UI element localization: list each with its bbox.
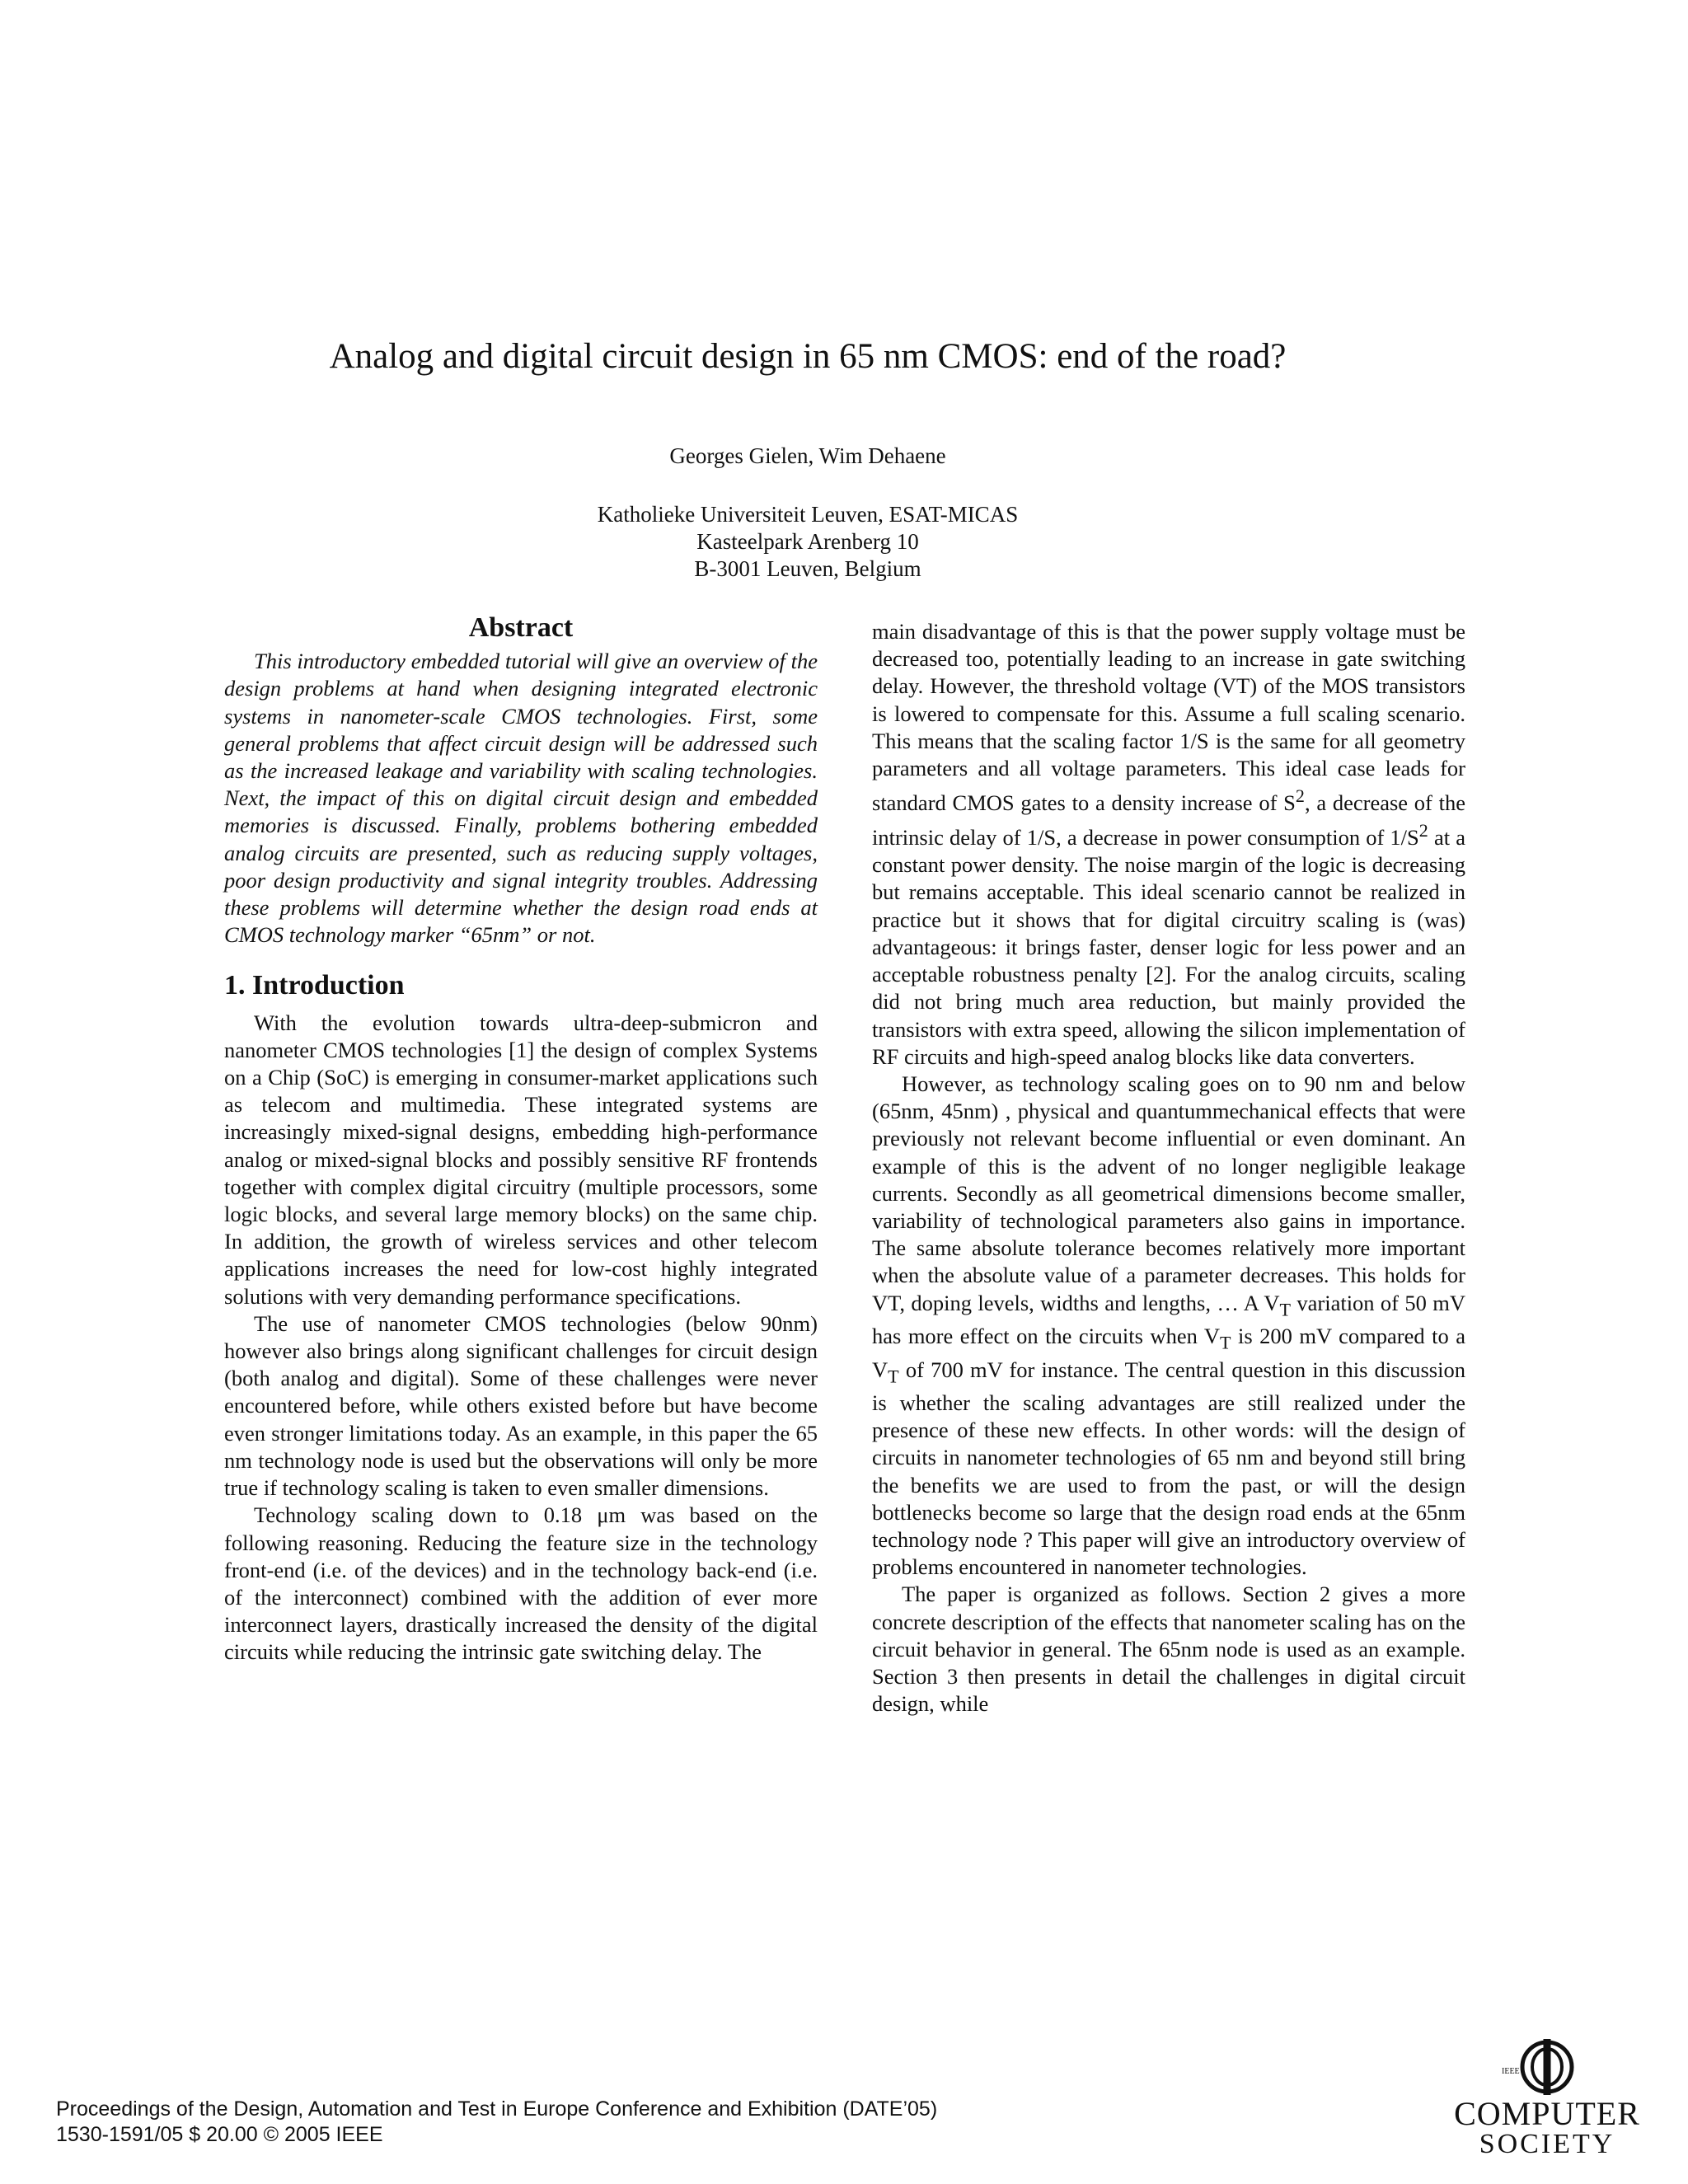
right-column: [872, 618, 1465, 1718]
affiliation-line-3: B-3001 Leuven, Belgium: [694, 556, 921, 581]
logo-society-text: SOCIETY: [1479, 2129, 1615, 2159]
right-paragraph-1: [872, 618, 1465, 1071]
text-span: , a decrease of the intrinsic delay of 1/S, a decrease in power consumption of 1/S: [872, 790, 1465, 851]
affiliation-line-2: Kasteelpark Arenberg 10: [696, 529, 919, 554]
subscript: T: [1219, 1332, 1231, 1353]
text-span: of 700 mV for instance. The central question in this discussion is whether the scaling advantages are still realized under the presence of these new effects. In other words: will the design of circuits in nanometer technologies of 65 nm and beyond still bring the benefits we are used to from the past, or will the design bottlenecks become so large that the design road ends at the 65nm technology node ? This paper will give an introductory overview of problems encountered in nanometer technologies.: [872, 1357, 1465, 1580]
logo-computer-text: COMPUTER: [1454, 2095, 1640, 2132]
footer-line-1: Proceedings of the Design, Automation and Test in Europe Conference and Exhibition (DATE’05): [56, 2097, 938, 2121]
superscript: 2: [1295, 785, 1305, 807]
subscript: T: [1279, 1298, 1291, 1319]
paper-title: Analog and digital circuit design in 65 nm CMOS: end of the road?: [329, 337, 1287, 376]
affiliation-block: [0, 501, 1615, 583]
text-span: at a constant power density. The noise margin of the logic is decreasing but remains acceptable. This ideal scenario cannot be realized in practice but it shows that for digital circuitry scaling is (was) advantageous: it brings faster, denser logic for less power and an acceptable robustness penalty [2]. For the analog circuits, scaling did not bring much area reduction, but mainly provided the transistors with extra speed, allowing the silicon implementation of RF circuits and high-speed analog blocks like data converters.: [872, 825, 1466, 1069]
superscript: 2: [1418, 820, 1428, 841]
intro-paragraph-1: With the evolution towards ultra-deep-submicron and nanometer CMOS technologies [1] the design of complex Systems on a Chip (SoC) is emerging in consumer-market applications such as telecom and multimedia. These integrated systems are increasingly mixed-signal designs, embedding high-performance analog or mixed-signal blocks and possibly sensitive RF frontends together with complex digital circuitry (multiple processors, some logic blocks, and several large memory blocks) on the same chip. In addition, the growth of wireless services and other telecom applications increases the need for low-cost highly integrated solutions with very demanding performance specifications.: [224, 1010, 818, 1309]
intro-paragraph-2: The use of nanometer CMOS technologies (below 90nm) however also brings along significant challenges for circuit design (both analog and digital). Some of these challenges were never encountered before, while others existed before but have become even stronger limitations today. As an example, in this paper the 65 nm technology node is used but the observations will only be more true if technology scaling is taken to even smaller dimensions.: [224, 1310, 818, 1501]
right-paragraph-2: [872, 1071, 1465, 1582]
text-span: main disadvantage of this is that the power supply voltage must be decreased too, potentially leading to an increase in gate switching delay. However, the threshold voltage (VT) of the MOS transistors is lowered to compensate for this. Assume a full scaling scenario. This means that the scaling factor 1/S is the same for all geometry parameters and all voltage parameters. This ideal case leads for standard CMOS gates to a density increase of S: [872, 619, 1465, 816]
abstract-text: This introductory embedded tutorial will give an overview of the design problems at hand when designing integrated electronic systems in nanometer-scale CMOS technologies. First, some general problems that affect circuit design will be addressed such as the increased leakage and variability with scaling technologies. Next, the impact of this on digital circuit design and embedded memories is discussed. Finally, problems bothering embedded analog circuits are presented, such as reducing supply voltages, poor design productivity and signal integrity troubles. Addressing these problems will determine whether the design road ends at CMOS technology marker “65nm” or not.: [224, 649, 818, 948]
logo-ieee-text: IEEE: [1502, 2067, 1520, 2076]
left-column: [224, 614, 818, 1666]
footer-line-2: 1530-1591/05 $ 20.00 © 2005 IEEE: [56, 2123, 383, 2146]
paper-authors: Georges Gielen, Wim Dehaene: [669, 443, 946, 468]
intro-paragraph-3: Technology scaling down to 0.18 μm was based on the following reasoning. Reducing the feature size in the technology front-end (i.e. of the devices) and in the technology back-end (i.e. of the interconnect) combined with the addition of ever more interconnect layers, drastically increased the density of the digital circuits while reducing the intrinsic gate switching delay. The: [224, 1502, 818, 1665]
right-paragraph-3: The paper is organized as follows. Section 2 gives a more concrete description of the effects that nanometer scaling has on the circuit behavior in general. The 65nm node is used as an example. Section 3 then presents in detail the challenges in digital circuit design, while: [872, 1582, 1465, 1717]
introduction-heading: 1. Introduction: [224, 970, 405, 1001]
abstract-heading: Abstract: [468, 612, 574, 643]
footer: [56, 2097, 937, 2148]
ieee-computer-society-logo: [1452, 2036, 1642, 2159]
text-span: is 200 mV compared to a V: [872, 1324, 1465, 1382]
text-span: However, as technology scaling goes on to 90 nm and below (65nm, 45nm) , physical and quantummechanical effects that were previously not relevant become influential or even dominant. An example of this is the advent of no longer negligible leakage currents. Secondly as all geometrical dimensions become smaller, variability of technological parameters also gains in importance. The same absolute tolerance becomes relatively more important when the absolute value of a parameter decreases. This holds for VT, doping levels, widths and lengths, … A V: [872, 1071, 1465, 1315]
subscript: T: [888, 1365, 899, 1386]
affiliation-line-1: Katholieke Universiteit Leuven, ESAT-MICAS: [597, 502, 1019, 527]
text-span: variation of 50 mV has more effect on the circuits when V: [872, 1290, 1465, 1349]
